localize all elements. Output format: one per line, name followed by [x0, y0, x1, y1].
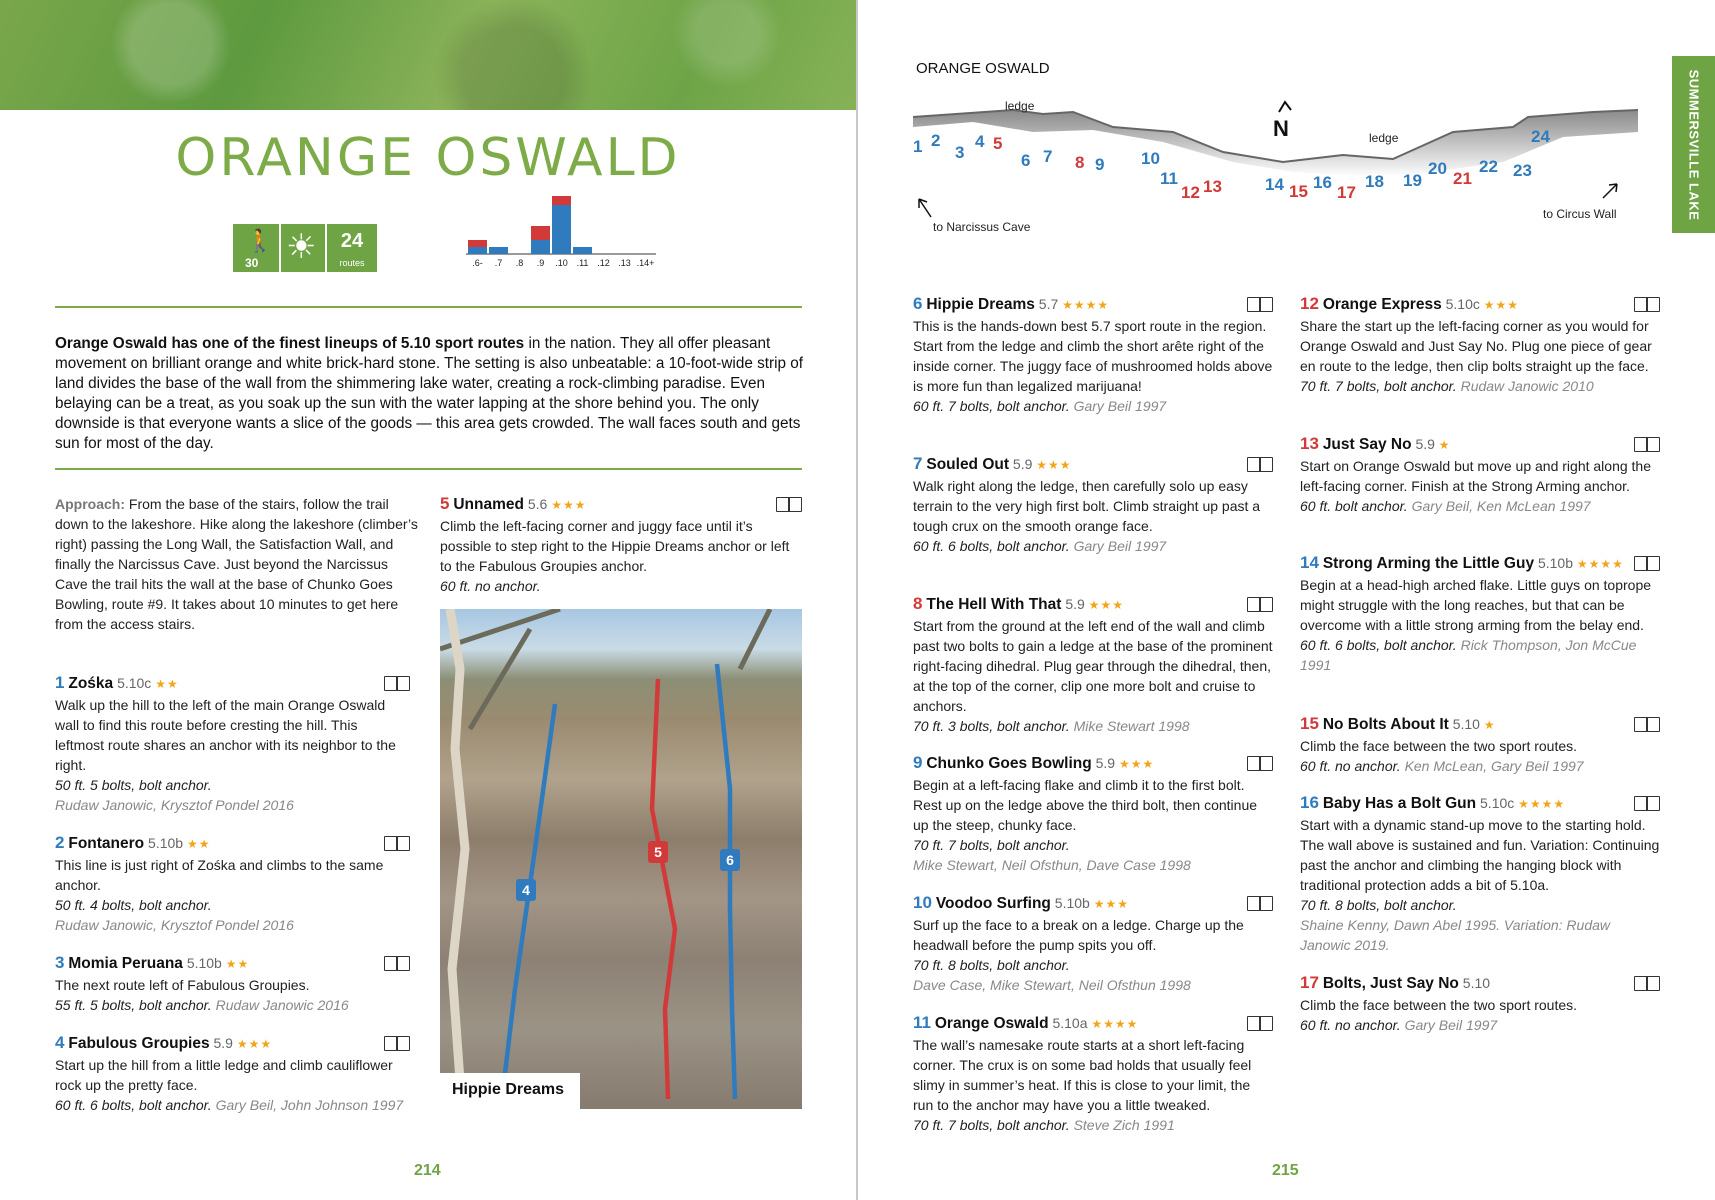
- route-description: Begin at a left-facing flake and climb it to the first bolt. Rest up on the ledge above the third bolt, then continue up the steep, chunky face.: [913, 777, 1258, 833]
- guidebook-icon: [384, 1036, 410, 1051]
- route-stats-line: [55, 895, 410, 915]
- to-narcissus-label: to Narcissus Cave: [933, 220, 1031, 234]
- approach-time-badge: [233, 224, 279, 272]
- route-description: This line is just right of Zośka and climbs to the same anchor.: [55, 857, 384, 893]
- guidebook-icon: [384, 956, 410, 971]
- sun-icon: ☀: [286, 228, 317, 266]
- area-side-tab: [1672, 56, 1715, 233]
- route-grade: 5.10b: [1054, 895, 1090, 911]
- route-stats-line: [913, 716, 1273, 736]
- route-number: 6: [913, 294, 923, 313]
- tick-label: .12: [597, 258, 610, 268]
- route-heading: [913, 294, 1273, 316]
- route-stats: 70 ft. 7 bolts, bolt anchor.: [913, 837, 1070, 853]
- ledge-label-2: ledge: [1369, 131, 1399, 145]
- guidebook-icon: [1247, 756, 1273, 771]
- route-stats: 60 ft. no anchor.: [440, 578, 541, 594]
- arrow-right-icon: [1603, 184, 1617, 198]
- route-grade: 5.10b: [186, 955, 222, 971]
- route-star-rating: ★★★★: [1062, 298, 1110, 312]
- bar-red-0: [468, 240, 487, 247]
- approach-text: From the base of the stairs, follow the trail down to the lakeshore. Hike along the lakeshore (climber’s right) passing the Long Wall, the Satisfaction Wall, and finally the Narcissus Cave. Just beyond the Narcissus Cave the trail hits the wall at the base of Chunko Goes Bowling, route #9. It takes about 10 minutes to get here from the access stairs.: [55, 496, 418, 632]
- route-grade: 5.9: [1012, 456, 1033, 472]
- route-stats-line: [1300, 895, 1660, 915]
- route-heading: [1300, 553, 1660, 575]
- guidebook-icon: [776, 497, 802, 512]
- topo-number: 2: [931, 131, 941, 150]
- route-stats: 60 ft. 6 bolts, bolt anchor.: [1300, 637, 1457, 653]
- route-star-rating: ★★★: [236, 1037, 273, 1051]
- route-name: Souled Out: [926, 456, 1010, 473]
- route-first-ascent: Shaine Kenny, Dawn Abel 1995. Variation: Rudaw Janowic 2019.: [1300, 917, 1611, 953]
- route-stats-line: [55, 995, 410, 1015]
- route-stats-line: [913, 1115, 1273, 1135]
- divider-top: [55, 306, 802, 308]
- route-block: [1300, 294, 1660, 396]
- route-number: 16: [1300, 793, 1319, 812]
- hippie-dreams-photo: [440, 609, 802, 1109]
- route-block: [55, 953, 410, 1015]
- route-heading: [913, 1013, 1273, 1035]
- route-number: 17: [1300, 973, 1319, 992]
- route-block: [913, 893, 1273, 995]
- topo-number: 23: [1513, 161, 1532, 180]
- topo-line-6: [717, 664, 735, 1099]
- route-name: Strong Arming the Little Guy: [1322, 555, 1535, 572]
- route-first-ascent: Rudaw Janowic 2016: [215, 997, 349, 1013]
- tick-label: .13: [618, 258, 631, 268]
- route-stats: 60 ft. 6 bolts, bolt anchor.: [913, 538, 1070, 554]
- guidebook-icon: [1634, 437, 1660, 452]
- route-block: [1300, 793, 1660, 955]
- topo-number: 6: [1021, 151, 1031, 170]
- route-stats: 60 ft. 6 bolts, bolt anchor.: [55, 1097, 212, 1113]
- route-description: Climb the left-facing corner and juggy face until it’s possible to step right to the Hippie Dreams anchor or left to the Fabulous Groupies anchor.: [440, 518, 790, 574]
- photo-marker-6: 6: [726, 852, 734, 868]
- route-stats-line: [1300, 1015, 1660, 1035]
- grade-histogram: [466, 196, 686, 292]
- route-block: [913, 594, 1273, 736]
- route-first-ascent: Rudaw Janowic, Krysztof Pondel 2016: [55, 797, 294, 813]
- rock-texture-banner: [0, 0, 856, 110]
- route-name: Just Say No: [1322, 436, 1412, 453]
- route-name: Voodoo Surfing: [935, 895, 1051, 912]
- route-heading: [440, 494, 802, 516]
- route-stats: 50 ft. 4 bolts, bolt anchor.: [55, 897, 212, 913]
- topo-number: 4: [975, 132, 985, 151]
- route-stats: 60 ft. bolt anchor.: [1300, 498, 1408, 514]
- route-heading: [1300, 793, 1660, 815]
- route-star-rating: ★★★: [1118, 757, 1155, 771]
- route-block: [1300, 973, 1660, 1035]
- route-first-ascent: Ken McLean, Gary Beil 1997: [1404, 758, 1584, 774]
- route-grade: 5.10c: [1480, 795, 1515, 811]
- route-count-label: routes: [339, 258, 365, 268]
- bar-blue-0: [468, 247, 487, 254]
- guidebook-icon: [1634, 717, 1660, 732]
- wall-topo-diagram: [913, 92, 1638, 242]
- photo-marker-5: 5: [654, 844, 662, 860]
- route-heading: [913, 454, 1273, 476]
- route-stats-line: [1300, 376, 1660, 396]
- route-heading: [1300, 973, 1660, 995]
- route-name: Fabulous Groupies: [68, 1035, 210, 1052]
- route-star-rating: ★: [1438, 438, 1451, 452]
- route-star-rating: ★★★: [1093, 897, 1129, 911]
- route-description: Climb the face between the two sport routes.: [1300, 997, 1578, 1013]
- route-description: The next route left of Fabulous Groupies.: [55, 977, 310, 993]
- route-description: Start up the hill from a little ledge and climb cauliflower rock up the pretty face.: [55, 1057, 393, 1093]
- route-first-ascent: Rick Thompson, Jon McCue 1991: [1300, 637, 1637, 673]
- route-number: 12: [1300, 294, 1319, 313]
- tick-label: .9: [536, 258, 545, 268]
- route-first-ascent: Dave Case, Mike Stewart, Neil Ofsthun 1998: [913, 977, 1191, 993]
- route-heading: [55, 953, 410, 975]
- route-description: This is the hands-down best 5.7 sport route in the region. Start from the ledge and climb the short arête right of the inside corner. The juggy face of mushroomed holds above is more fun than legalized marijuana!: [913, 318, 1273, 394]
- route-heading: [55, 673, 410, 695]
- topo-number: 22: [1479, 157, 1498, 176]
- tick-label: .14+: [636, 258, 655, 268]
- route-grade: 5.9: [1415, 436, 1435, 452]
- route-number: 2: [55, 833, 65, 852]
- route-first-ascent: Gary Beil 1997: [1404, 1017, 1498, 1033]
- route-description: Surf up the face to a break on a ledge. Charge up the headwall before the pump spits you off.: [913, 917, 1244, 953]
- topo-number: 5: [993, 134, 1003, 153]
- tick-label: .6-: [472, 258, 483, 268]
- route-grade: 5.10b: [148, 835, 184, 851]
- route-name: Momia Peruana: [68, 955, 183, 972]
- tick-label: .10: [555, 258, 568, 268]
- route-overlay: [440, 609, 802, 1109]
- route-description: Start with a dynamic stand-up move to the starting hold. The wall above is sustained and fun. Variation: Continuing past the anchor and climbing the hanging block with traditional protection adds a bit of 5.10a.: [1300, 817, 1660, 893]
- route-description: Walk right along the ledge, then carefully solo up easy terrain to the very high first bolt. Climb straight up past a tough crux on the smooth orange face.: [913, 478, 1261, 534]
- bar-blue-3: [531, 240, 550, 254]
- route-description: Start from the ground at the left end of the wall and climb past two bolts to gain a ledge at the base of the prominent right-facing dihedral. Plug gear through the dihedral, then, at the top of the corner, clip one more bolt and cruise to anchors.: [913, 618, 1273, 714]
- route-stats: 70 ft. 3 bolts, bolt anchor.: [913, 718, 1070, 734]
- topo-number: 3: [955, 143, 965, 162]
- route-stats: 60 ft. no anchor.: [1300, 758, 1401, 774]
- route-block: [55, 673, 410, 815]
- route-star-rating: ★★: [225, 957, 250, 971]
- route-number: 5: [440, 494, 450, 513]
- route-grade: 5.10b: [1537, 555, 1574, 571]
- route-description: Begin at a head-high arched flake. Little guys on toprope might struggle with the long reaches, but that can be overcome with a little strong arming from the belay end.: [1300, 577, 1652, 633]
- ledge-label-1: ledge: [1005, 99, 1035, 113]
- route-first-ascent: Rudaw Janowic, Krysztof Pondel 2016: [55, 917, 294, 933]
- route-stats-line: [1300, 756, 1660, 776]
- approach-minutes: 30: [245, 256, 259, 270]
- intro-bold: Orange Oswald has one of the finest lineups of 5.10 sport routes: [55, 335, 525, 352]
- bar-blue-1: [489, 247, 508, 254]
- route-stats-line: [913, 536, 1273, 556]
- route-star-rating: ★★★: [551, 498, 587, 512]
- route-grade: 5.9: [213, 1035, 233, 1051]
- area-side-tab-label: SUMMERSVILLE LAKE: [1686, 69, 1701, 220]
- tick-label: .11: [576, 258, 589, 268]
- route-stats-line: [913, 955, 1273, 975]
- route-number: 11: [913, 1013, 931, 1032]
- topo-number: 11: [1160, 169, 1178, 188]
- route-block: [913, 294, 1273, 416]
- guidebook-icon: [1247, 896, 1273, 911]
- route-stats: 60 ft. no anchor.: [1300, 1017, 1401, 1033]
- route-stats-line: [55, 1095, 410, 1115]
- route-star-rating: ★★★★: [1576, 557, 1624, 571]
- intro-paragraph: [55, 334, 805, 454]
- route-stats-line: [440, 576, 802, 596]
- topo-number: 18: [1365, 172, 1384, 191]
- photo-marker-4: 4: [522, 882, 530, 898]
- route-heading: [1300, 434, 1660, 456]
- crag-title: ORANGE OSWALD: [175, 128, 681, 188]
- route-block: [913, 753, 1273, 875]
- route-description: Share the start up the left-facing corner as you would for Orange Oswald and Just Say No. Plug one piece of gear en route to the ledge, then clip bolts straight up the face.: [1300, 318, 1652, 374]
- route-stats: 70 ft. 8 bolts, bolt anchor.: [1300, 897, 1457, 913]
- guidebook-icon: [1247, 297, 1273, 312]
- topo-number: 16: [1313, 173, 1332, 192]
- route-stats: 60 ft. 7 bolts, bolt anchor.: [913, 398, 1070, 414]
- route-number: 10: [913, 893, 932, 912]
- route-grade: 5.10c: [117, 675, 152, 691]
- route-block: [55, 1033, 410, 1115]
- bar-blue-5: [573, 247, 592, 254]
- guidebook-icon: [384, 836, 410, 851]
- topo-number: 19: [1403, 171, 1422, 190]
- route-grade: 5.9: [1095, 755, 1116, 771]
- route-grade: 5.10: [1462, 975, 1491, 991]
- sun-exposure-badge: [281, 224, 325, 272]
- route-star-rating: ★★★: [1036, 458, 1072, 472]
- route-block: [1300, 553, 1660, 675]
- topo-number: 9: [1095, 155, 1105, 174]
- route-stats: 70 ft. 7 bolts, bolt anchor.: [913, 1117, 1070, 1133]
- route-number: 3: [55, 953, 65, 972]
- topo-title: ORANGE OSWALD: [916, 60, 1050, 77]
- bar-red-3: [531, 226, 550, 240]
- route-name: Fontanero: [68, 835, 145, 852]
- route-grade: 5.10c: [1445, 296, 1480, 312]
- route-heading: [913, 753, 1273, 775]
- route-name: The Hell With That: [926, 596, 1062, 613]
- route-name: Unnamed: [453, 496, 524, 513]
- route-heading: [1300, 714, 1660, 736]
- route-description: The wall’s namesake route starts at a short left-facing corner. The crux is on some bad holds that usually feel slimy in summer’s heat. If this is close to your limit, the run to the anchor may have you a little tweaked.: [913, 1037, 1252, 1113]
- photo-caption: Hippie Dreams: [440, 1073, 580, 1109]
- topo-number: 17: [1337, 183, 1356, 202]
- bar-red-4: [552, 196, 571, 205]
- route-name: Baby Has a Bolt Gun: [1322, 795, 1477, 812]
- route-description: Start on Orange Oswald but move up and right along the left-facing corner. Finish at the Strong Arming anchor.: [1300, 458, 1651, 494]
- route-stats: 70 ft. 7 bolts, bolt anchor.: [1300, 378, 1457, 394]
- route-stats: 70 ft. 8 bolts, bolt anchor.: [913, 957, 1070, 973]
- route-stats: 50 ft. 5 bolts, bolt anchor.: [55, 777, 212, 793]
- route-first-ascent: Mike Stewart 1998: [1073, 718, 1190, 734]
- birch-trunk: [450, 609, 465, 1109]
- route-number: 9: [913, 753, 923, 772]
- route-heading: [55, 1033, 410, 1055]
- route-heading: [913, 594, 1273, 616]
- route-number: 7: [913, 454, 923, 473]
- topo-number: 12: [1181, 183, 1200, 202]
- route-first-ascent: Gary Beil, Ken McLean 1997: [1411, 498, 1591, 514]
- route-name: No Bolts About It: [1322, 716, 1449, 733]
- guidebook-icon: [1247, 457, 1273, 472]
- route-stats-line: [55, 775, 410, 795]
- route-star-rating: ★★★: [1483, 298, 1520, 312]
- route-grade: 5.10: [1452, 716, 1480, 732]
- topo-number: 24: [1531, 127, 1550, 146]
- route-name: Bolts, Just Say No: [1322, 975, 1459, 992]
- route-description: Walk up the hill to the left of the main Orange Oswald wall to find this route before cresting the hill. This leftmost route shares an anchor with its neighbor to the right.: [55, 697, 396, 773]
- route-grade: 5.10a: [1052, 1015, 1088, 1031]
- route-name: Zośka: [68, 675, 114, 692]
- topo-number: 14: [1265, 175, 1284, 194]
- route-count-badge: [327, 224, 377, 272]
- route-first-ascent: Gary Beil, John Johnson 1997: [215, 1097, 404, 1113]
- route-grade: 5.6: [527, 496, 548, 512]
- route-first-ascent: Rudaw Janowic 2010: [1460, 378, 1594, 394]
- guidebook-icon: [384, 676, 410, 691]
- route-heading: [55, 833, 410, 855]
- guidebook-icon: [1634, 796, 1660, 811]
- guidebook-icon: [1247, 597, 1273, 612]
- route-name: Orange Express: [1322, 296, 1442, 313]
- route-grade: 5.9: [1065, 596, 1085, 612]
- route-first-ascent: Gary Beil 1997: [1073, 538, 1167, 554]
- route-stats-line: [913, 396, 1273, 416]
- bar-blue-4: [552, 205, 571, 254]
- approach-label: Approach:: [55, 496, 125, 512]
- route-block: [1300, 714, 1660, 776]
- tick-label: .7: [494, 258, 503, 268]
- topo-number: 13: [1203, 177, 1222, 196]
- route-star-rating: ★★★★: [1091, 1017, 1139, 1031]
- topo-number: 1: [913, 137, 923, 156]
- north-arrow-icon: [1279, 102, 1291, 112]
- route-number: 15: [1300, 714, 1319, 733]
- route-number: 4: [55, 1033, 65, 1052]
- route-stats-line: [1300, 496, 1660, 516]
- page-number-right: 215: [1272, 1162, 1299, 1179]
- hiker-icon: 🚶: [246, 228, 274, 253]
- topo-number: 10: [1141, 149, 1160, 168]
- route-block: [440, 494, 802, 596]
- route-first-ascent: Steve Zich 1991: [1073, 1117, 1175, 1133]
- topo-line-4: [502, 704, 555, 1099]
- route-name: Orange Oswald: [934, 1015, 1049, 1032]
- route-name: Hippie Dreams: [926, 296, 1035, 313]
- route-stats-line: [913, 835, 1273, 855]
- route-grade: 5.7: [1038, 296, 1059, 312]
- arrow-left-icon: [919, 199, 931, 217]
- topo-number: 20: [1428, 159, 1447, 178]
- topo-line-5: [652, 679, 675, 1099]
- topo-number: 7: [1043, 147, 1053, 166]
- route-block: [913, 454, 1273, 556]
- topo-number: 21: [1453, 169, 1472, 188]
- route-stats: 55 ft. 5 bolts, bolt anchor.: [55, 997, 212, 1013]
- route-first-ascent: Gary Beil 1997: [1073, 398, 1167, 414]
- approach-paragraph: [55, 494, 423, 634]
- north-label: N: [1273, 116, 1289, 141]
- intro-rest: in the nation. They all offer pleasant movement on brilliant orange and white brick-hard stone. The setting is also unbeatable: a 10-foot-wide strip of land divides the base of the wall from the shimmering lake water, creating a rock-climbing paradise. Even belaying can be a treat, as you soak up the sun with the water lapping at the shore behind you. The only downside is that everyone wants a slice of the goods — this area gets crowded. The wall faces south and gets sun for most of the day.: [55, 335, 803, 452]
- route-count: 24: [340, 230, 364, 252]
- route-stats-line: [1300, 635, 1660, 675]
- route-star-rating: ★★: [155, 677, 179, 691]
- divider-middle: [55, 468, 802, 470]
- route-description: Climb the face between the two sport routes.: [1300, 738, 1578, 754]
- route-block: [913, 1013, 1273, 1135]
- route-star-rating: ★★★: [1088, 598, 1124, 612]
- route-number: 13: [1300, 434, 1319, 453]
- right-page: [858, 0, 1715, 1200]
- route-name: Chunko Goes Bowling: [926, 755, 1092, 772]
- route-heading: [913, 893, 1273, 915]
- topo-number: 8: [1075, 153, 1085, 172]
- route-number: 8: [913, 594, 923, 613]
- left-page: [0, 0, 856, 1200]
- tick-label: .8: [515, 258, 524, 268]
- guidebook-icon: [1634, 976, 1660, 991]
- to-circus-label: to Circus Wall: [1543, 207, 1617, 221]
- route-number: 1: [55, 673, 65, 692]
- page-number-left: 214: [414, 1162, 441, 1179]
- route-star-rating: ★★★★: [1518, 797, 1566, 811]
- guidebook-icon: [1634, 556, 1660, 571]
- route-star-rating: ★★: [186, 837, 211, 851]
- topo-number: 15: [1289, 182, 1308, 201]
- guidebook-icon: [1634, 297, 1660, 312]
- guidebook-icon: [1247, 1016, 1273, 1031]
- route-block: [55, 833, 410, 935]
- route-first-ascent: Mike Stewart, Neil Ofsthun, Dave Case 1998: [913, 857, 1191, 873]
- route-number: 14: [1300, 553, 1319, 572]
- route-heading: [1300, 294, 1660, 316]
- route-star-rating: ★: [1483, 718, 1496, 732]
- route-block: [1300, 434, 1660, 516]
